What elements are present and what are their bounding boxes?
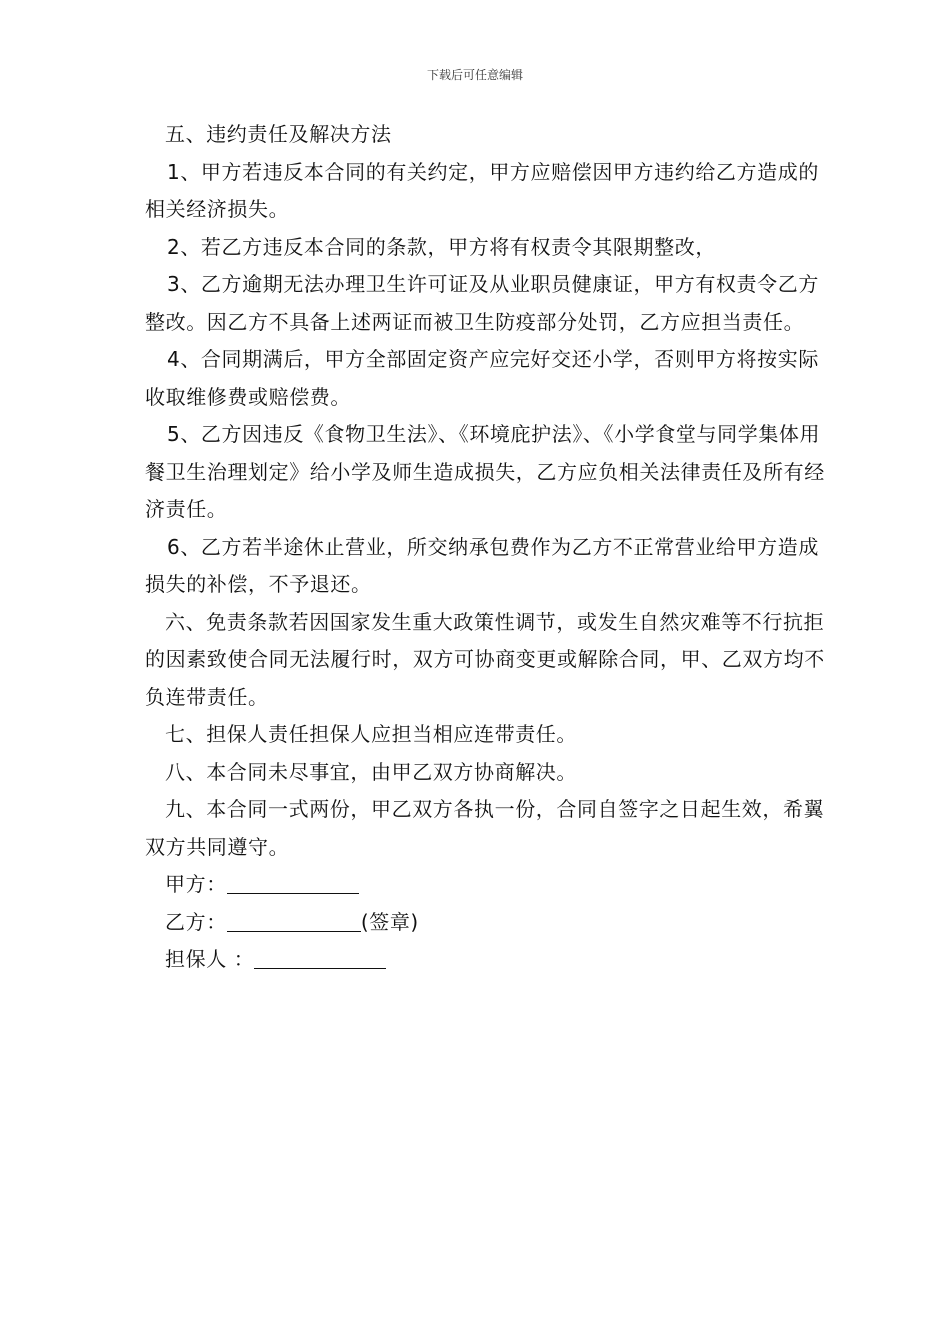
clause-5: 5、乙方因违反《食物卫生法》、《环境庇护法》、《小学食堂与同学集体用餐卫生治理划定》给小学及师生造成损失，乙方应负相关法律责任及所有经济责任。 bbox=[145, 422, 825, 521]
party-b-seal-note: (签章) bbox=[360, 909, 419, 934]
clause-1: 1、甲方若违反本合同的有关约定，甲方应赔偿因甲方违约给乙方造成的相关经济损失。 bbox=[145, 159, 819, 221]
signature-line-guarantor bbox=[145, 941, 825, 979]
section-unresolved-matters: 八、本合同未尽事宜，由甲乙双方协商解决。 bbox=[165, 759, 577, 784]
section-exemption: 六、免责条款若因国家发生重大政策性调节，或发生自然灾难等不行抗拒的因素致使合同无法履行时，双方可协商变更或解除合同，甲、乙双方均不负连带责任。 bbox=[145, 609, 825, 709]
page-header-note: 下载后可任意编辑 bbox=[426, 68, 523, 82]
party-b-label: 乙方： bbox=[165, 909, 227, 934]
section-copies: 九、本合同一式两份，甲乙双方各执一份，合同自签字之日起生效，希翼双方共同遵守。 bbox=[145, 797, 825, 859]
guarantor-label: 担保人 ： bbox=[165, 947, 255, 971]
clause-6: 6、乙方若半途休止营业，所交纳承包费作为乙方不正常营业给甲方造成损失的补偿，不予退还。 bbox=[145, 534, 819, 596]
clause-3: 3、乙方逾期无法办理卫生许可证及从业职员健康证，甲方有权责令乙方整改。因乙方不具备上述两证而被卫生防疫部分处罚，乙方应担当责任。 bbox=[145, 272, 819, 334]
clause-2: 2、若乙方违反本合同的条款，甲方将有权责令其限期整改， bbox=[167, 234, 716, 259]
section-guarantor: 七、担保人责任担保人应担当相应连带责任。 bbox=[165, 722, 577, 746]
signature-line-party-a bbox=[145, 866, 825, 904]
party-a-blank bbox=[227, 871, 359, 894]
guarantor-blank bbox=[254, 946, 386, 969]
clause-4: 4、合同期满后，甲方全部固定资产应完好交还小学，否则甲方将按实际收取维修费或赔偿费。 bbox=[145, 347, 819, 409]
contract-body bbox=[145, 116, 825, 979]
section-heading-breach: 五、违约责任及解决方法 bbox=[165, 122, 392, 146]
party-a-label: 甲方： bbox=[165, 872, 227, 896]
party-b-blank bbox=[227, 909, 361, 932]
signature-line-party-b bbox=[145, 904, 825, 942]
